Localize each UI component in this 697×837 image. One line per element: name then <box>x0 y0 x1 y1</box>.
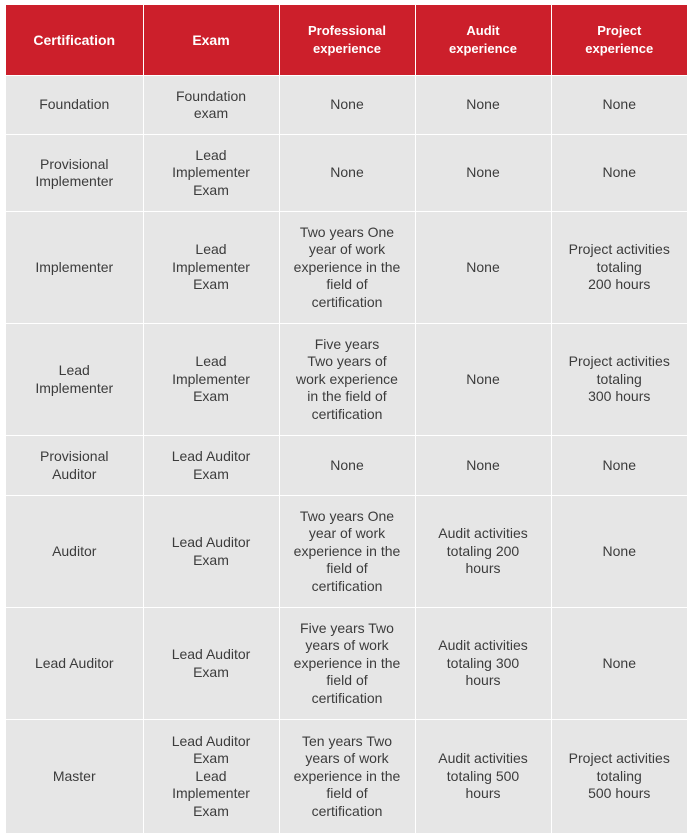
table-row <box>6 436 687 496</box>
cell-audit: Audit activities totaling 200 hours <box>415 496 551 608</box>
cell-project: None <box>551 496 687 608</box>
header-audit-experience: Audit experience <box>415 5 551 76</box>
cell-audit: None <box>415 135 551 212</box>
cell-project: Project activities totaling 200 hours <box>551 212 687 324</box>
cell-certification: Provisional Implementer <box>6 135 143 212</box>
cell-certification: Master <box>6 720 143 833</box>
cell-exam: Lead Auditor Exam <box>143 496 279 608</box>
cell-audit: None <box>415 212 551 324</box>
header-professional-experience: Professional experience <box>279 5 415 76</box>
header-row <box>6 5 687 76</box>
cell-exam: Lead Auditor Exam Lead Implementer Exam <box>143 720 279 833</box>
cell-professional: None <box>279 436 415 496</box>
cell-exam: Lead Auditor Exam <box>143 608 279 720</box>
cell-project: None <box>551 135 687 212</box>
header-exam: Exam <box>143 5 279 76</box>
cell-certification: Lead Implementer <box>6 324 143 436</box>
cell-exam: Lead Implementer Exam <box>143 324 279 436</box>
cell-project: Project activities totaling 300 hours <box>551 324 687 436</box>
cell-professional: Five years Two years of work experience in the field of certification <box>279 324 415 436</box>
header-certification: Certification <box>6 5 143 76</box>
cell-project: None <box>551 436 687 496</box>
cell-certification: Auditor <box>6 496 143 608</box>
table-row <box>6 720 687 833</box>
certification-table <box>6 5 687 833</box>
cell-professional: Two years One year of work experience in the field of certification <box>279 212 415 324</box>
cell-audit: None <box>415 76 551 135</box>
table-row <box>6 212 687 324</box>
cell-professional: None <box>279 76 415 135</box>
cell-exam: Lead Implementer Exam <box>143 135 279 212</box>
header-project-experience: Project experience <box>551 5 687 76</box>
cell-professional: Five years Two years of work experience in the field of certification <box>279 608 415 720</box>
cell-project: None <box>551 608 687 720</box>
cell-certification: Implementer <box>6 212 143 324</box>
cell-certification: Foundation <box>6 76 143 135</box>
table-row <box>6 76 687 135</box>
cell-audit: Audit activities totaling 300 hours <box>415 608 551 720</box>
cell-exam: Foundation exam <box>143 76 279 135</box>
cell-certification: Lead Auditor <box>6 608 143 720</box>
cell-professional: Ten years Two years of work experience in the field of certification <box>279 720 415 833</box>
cell-project: None <box>551 76 687 135</box>
cell-exam: Lead Auditor Exam <box>143 436 279 496</box>
table-row <box>6 496 687 608</box>
cell-exam: Lead Implementer Exam <box>143 212 279 324</box>
cell-professional: Two years One year of work experience in the field of certification <box>279 496 415 608</box>
cell-certification: Provisional Auditor <box>6 436 143 496</box>
cell-professional: None <box>279 135 415 212</box>
cell-audit: Audit activities totaling 500 hours <box>415 720 551 833</box>
cell-project: Project activities totaling 500 hours <box>551 720 687 833</box>
table-row <box>6 324 687 436</box>
table-row <box>6 135 687 212</box>
table-row <box>6 608 687 720</box>
cell-audit: None <box>415 324 551 436</box>
cell-audit: None <box>415 436 551 496</box>
